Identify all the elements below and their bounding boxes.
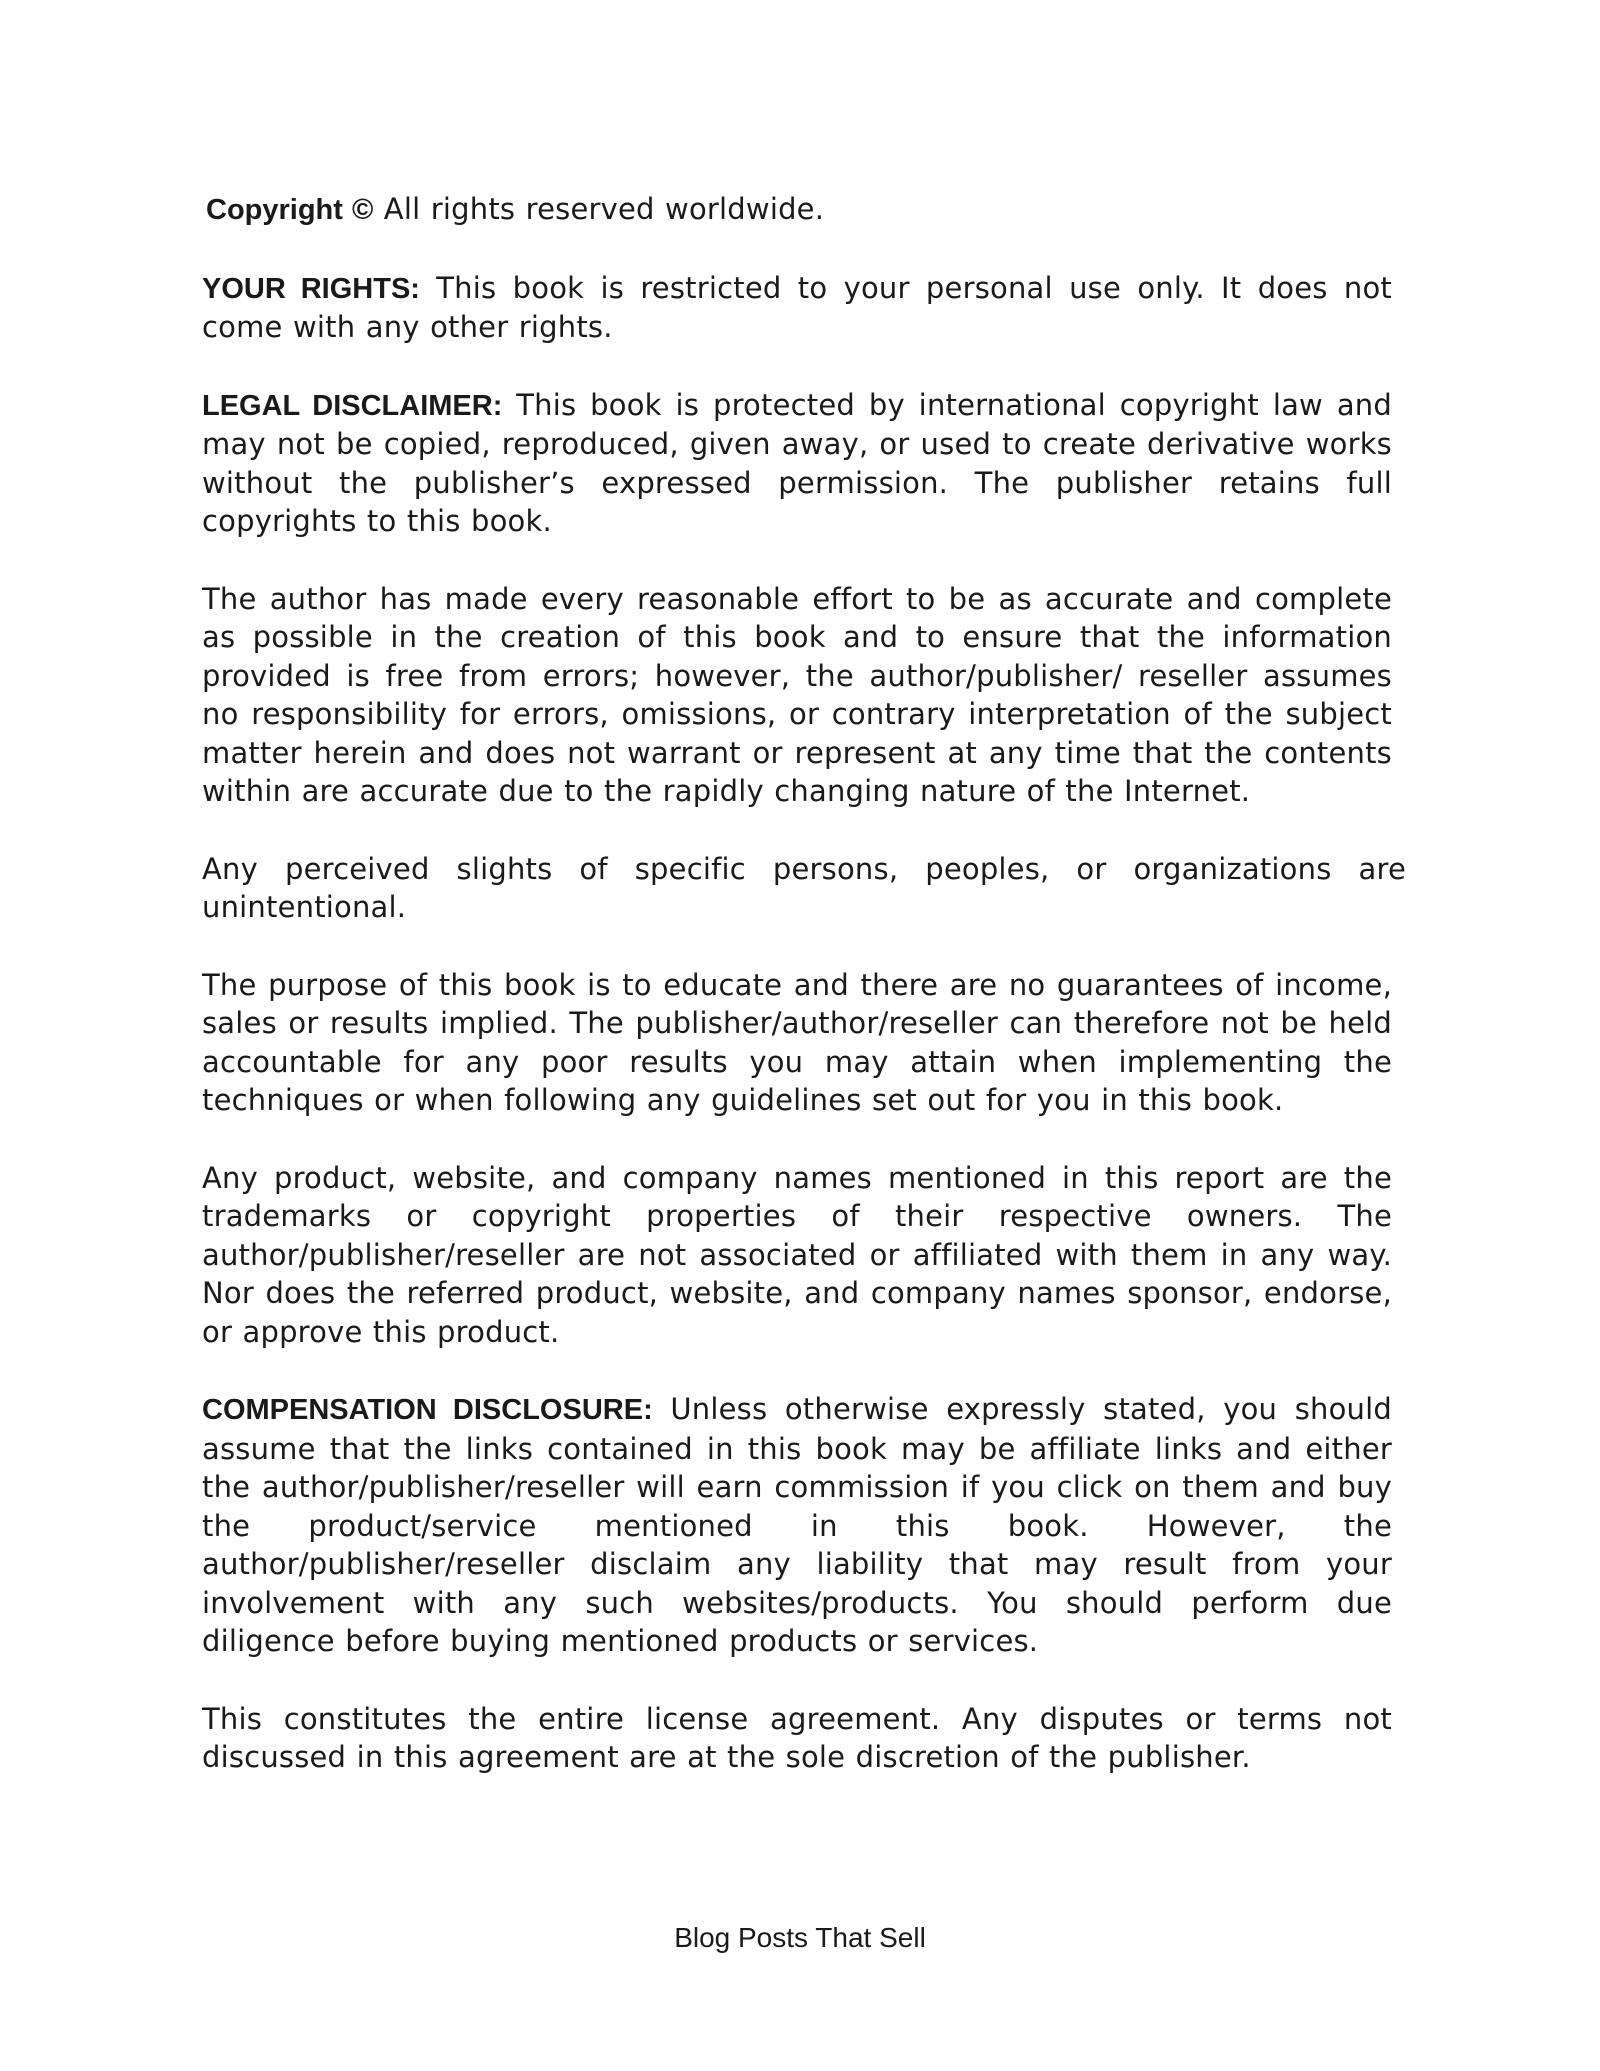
copyright-paragraph <box>202 190 1392 230</box>
accuracy-paragraph: The author has made every reasonable effort to be as accurate and complete as possible in the creation of this book and to ensure that the information provided is free from errors; however, the author/publisher/ reseller assumes no responsibility for errors, omissions, or contrary interpretation of the subject matter herein and does not warrant or represent at any time that the contents within are accurate due to the rapidly changing nature of the Internet. <box>202 581 1392 808</box>
agreement-paragraph: This constitutes the entire license agreement. Any disputes or terms not discussed in this agreement are at the sole discretion of the publisher. <box>202 1701 1392 1774</box>
your-rights-label: YOUR RIGHTS: <box>202 272 420 305</box>
legal-disclaimer-label: LEGAL DISCLAIMER: <box>202 389 503 422</box>
slights-paragraph: Any perceived slights of specific persons, peoples, or organizations are unintentional. <box>202 851 1406 924</box>
legal-disclaimer-paragraph <box>202 386 1392 541</box>
your-rights-text: This book is restricted to your personal use only. It does not come with any other rights. <box>202 270 1392 344</box>
your-rights-paragraph <box>202 269 1392 347</box>
copyright-text: All rights reserved worldwide. <box>373 192 825 226</box>
legal-notice-body <box>202 190 1406 1816</box>
purpose-paragraph: The purpose of this book is to educate and there are no guarantees of income, sales or results implied. The publisher/author/reseller can therefore not be held accountable for any poor results you may attain when implementing the techniques or when following any guidelines set out for you in this book. <box>202 967 1392 1117</box>
trademarks-paragraph: Any product, website, and company names mentioned in this report are the trademarks or copyright properties of their respective owners. The author/publisher/reseller are not associated or affiliated with them in any way. Nor does the referred product, website, and company names sponsor, endorse, or approve this product. <box>202 1160 1392 1349</box>
compensation-disclosure-paragraph <box>202 1390 1392 1661</box>
copyright-label: Copyright © <box>206 194 374 226</box>
compensation-disclosure-label: COMPENSATION DISCLOSURE: <box>202 1394 653 1426</box>
page-footer-title: Blog Posts That Sell <box>674 1922 926 1953</box>
compensation-disclosure-text: Unless otherwise expressly stated, you should assume that the links contained in this book may be affiliate links and either the author/publisher/reseller will earn commission if you click on them and buy the product/service mentioned in this book. However, the author/publisher/reseller disclaim any liability that may result from your involvement with any such websites/products. You should perform due diligence before buying mentioned products or services. <box>202 1392 1392 1658</box>
legal-disclaimer-text: This book is protected by international copyright law and may not be copied, reproduced, given away, or used to create derivative works without the publisher’s expressed permission. The publisher retains full copyrights to this book. <box>202 387 1392 538</box>
